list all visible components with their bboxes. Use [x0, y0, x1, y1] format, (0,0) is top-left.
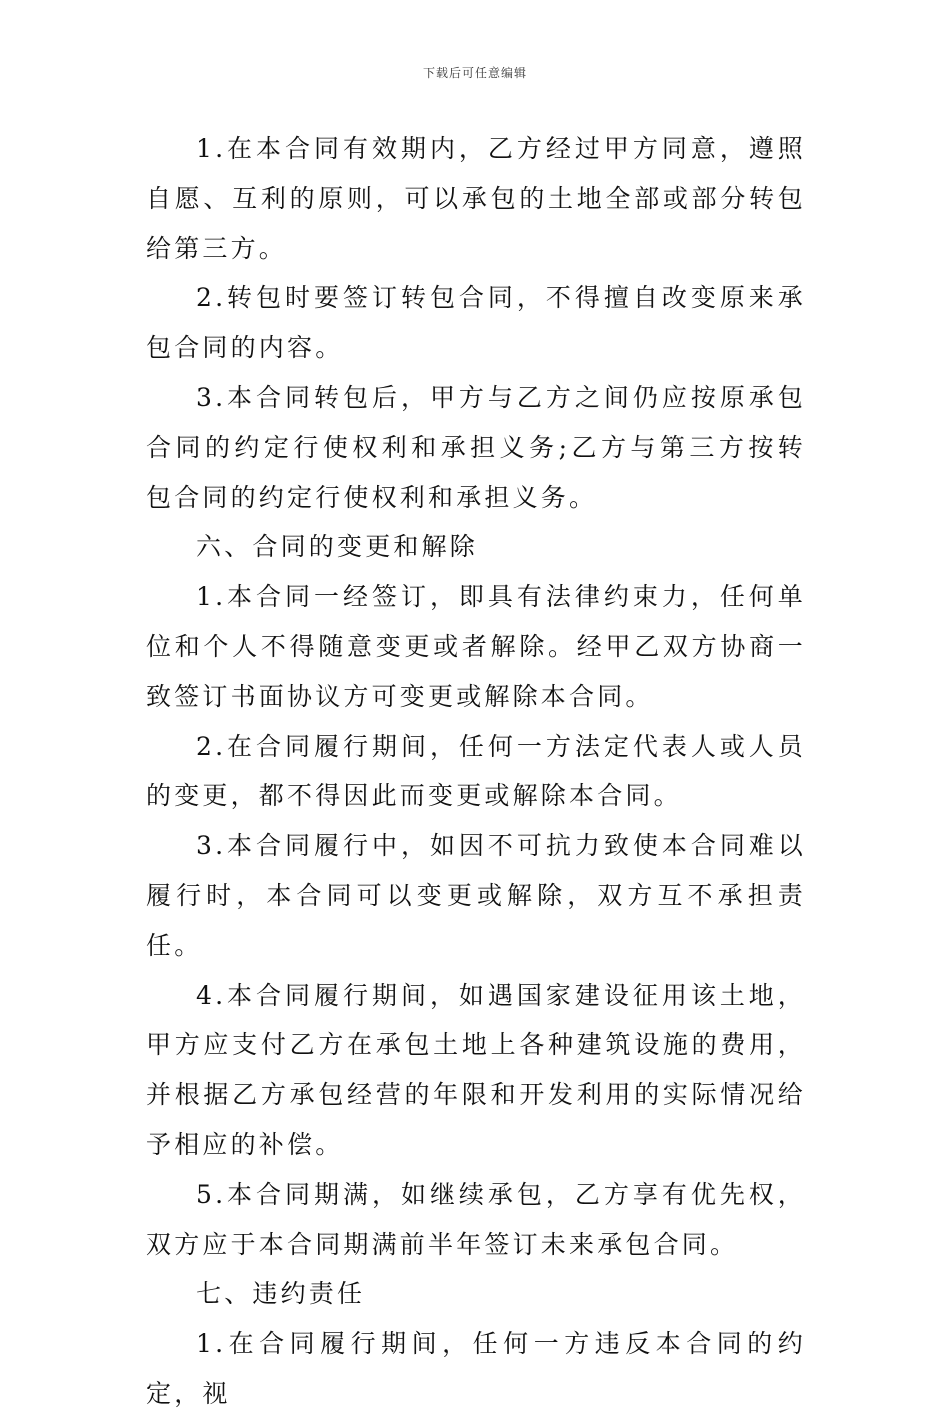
- clause-transfer-2: 2.转包时要签订转包合同，不得擅自改变原来承包合同的内容。: [146, 283, 806, 363]
- clause-change-1: 1.本合同一经签订，即具有法律约束力，任何单位和个人不得随意变更或者解除。经甲乙双方协商一致签订书面协议方可变更或解除本合同。: [146, 582, 806, 711]
- clause-change-3: 3.本合同履行中，如因不可抗力致使本合同难以履行时，本合同可以变更或解除，双方互不承担责任。: [146, 831, 806, 960]
- page-header: 下载后可任意编辑: [422, 66, 527, 80]
- section-heading-change: 六、合同的变更和解除: [196, 532, 479, 562]
- section-heading-liability: 七、违约责任: [196, 1279, 366, 1309]
- clause-change-2: 2.在合同履行期间，任何一方法定代表人或人员的变更，都不得因此而变更或解除本合同。: [146, 731, 806, 811]
- clause-change-5: 5.本合同期满，如继续承包，乙方享有优先权，双方应于本合同期满前半年签订未来承包合同。: [146, 1179, 806, 1259]
- document-body: [146, 124, 806, 1419]
- clause-transfer-3: 3.本合同转包后，甲方与乙方之间仍应按原承包合同的约定行使权利和承担义务;乙方与第三方按转包合同的约定行使权利和承担义务。: [146, 382, 806, 512]
- clause-liability-1: 1.在合同履行期间，任何一方违反本合同的约定，视: [146, 1329, 806, 1408]
- clause-transfer-1: 1.在本合同有效期内，乙方经过甲方同意，遵照自愿、互利的原则，可以承包的土地全部或部分转包给第三方。: [146, 134, 806, 263]
- clause-change-4: 4.本合同履行期间，如遇国家建设征用该土地，甲方应支付乙方在承包土地上各种建筑设施的费用，并根据乙方承包经营的年限和开发利用的实际情况给予相应的补偿。: [146, 980, 806, 1159]
